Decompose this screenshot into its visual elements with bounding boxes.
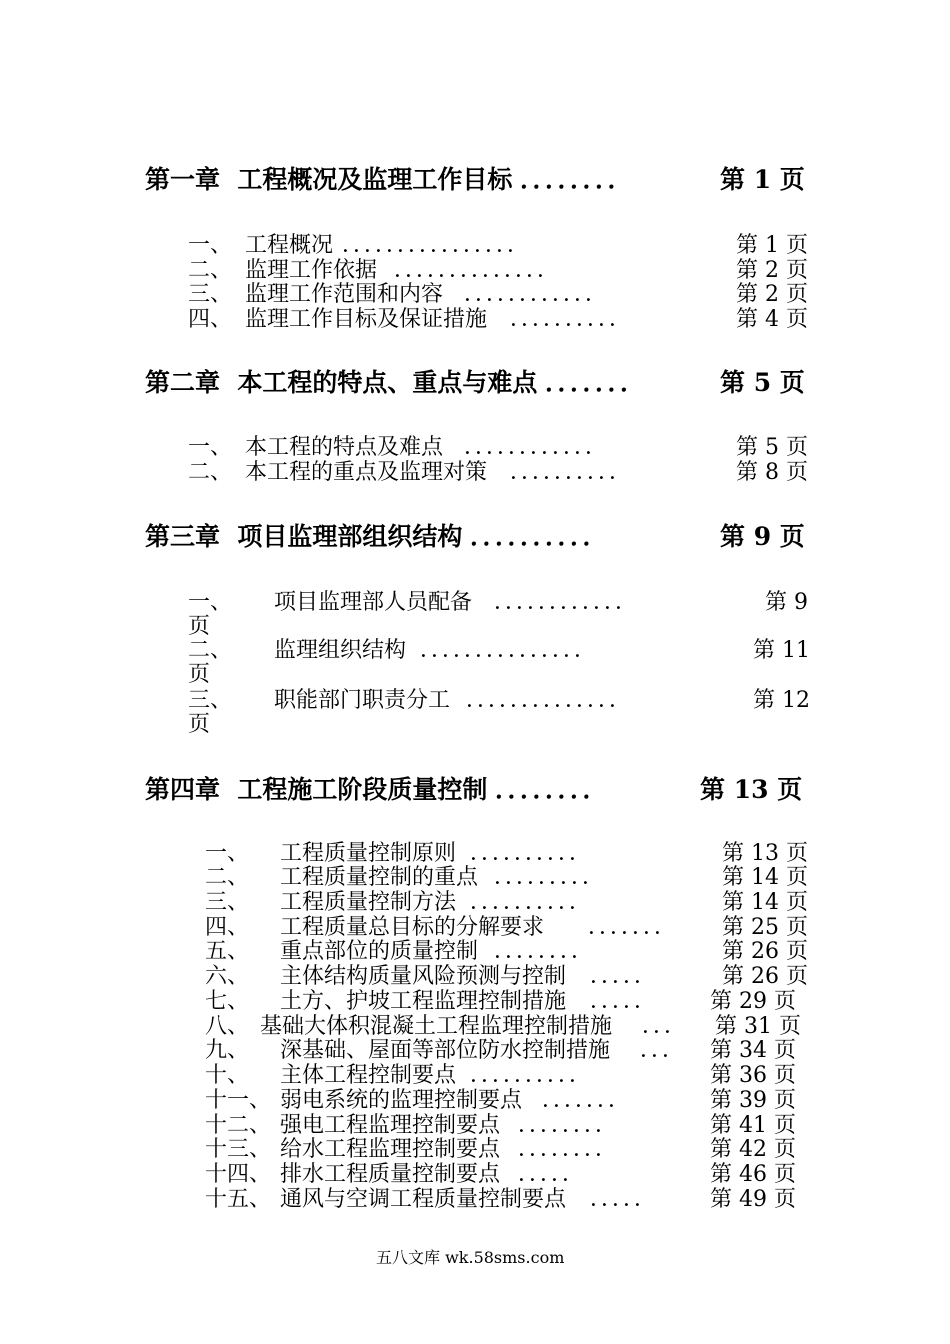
toc-leader: ．．．．．．． bbox=[542, 1088, 631, 1113]
toc-num: 十、 bbox=[205, 1063, 250, 1088]
toc-page: 第 25 页 bbox=[722, 915, 808, 940]
toc-text: 深基础、屋面等部位防水控制措施 bbox=[280, 1038, 611, 1063]
chapter-2-title: 第二章 本工程的特点、重点与难点 bbox=[145, 368, 538, 397]
toc-page: 第 42 页 bbox=[710, 1137, 796, 1162]
toc-num: 八、 bbox=[205, 1014, 250, 1039]
chapter-2-page: 第 5 页 bbox=[720, 368, 805, 397]
toc-num: 一、 bbox=[205, 841, 250, 866]
toc-text: 工程概况 bbox=[245, 233, 334, 258]
toc-text: 基础大体积混凝土工程监理控制措施 bbox=[260, 1014, 613, 1039]
toc-leader: ．．．．．．．．．．．．．． bbox=[394, 258, 560, 283]
toc-page: 第 46 页 bbox=[710, 1162, 796, 1187]
toc-num: 九、 bbox=[205, 1038, 250, 1063]
toc-num: 十二、 bbox=[205, 1113, 272, 1138]
toc-num: 六、 bbox=[205, 964, 250, 989]
toc-page: 第 8 页 bbox=[736, 460, 808, 485]
toc-page: 第 36 页 bbox=[710, 1063, 796, 1088]
toc-text: 本工程的重点及监理对策 bbox=[245, 460, 488, 485]
chapter-1-title: 第一章 工程概况及监理工作目标 bbox=[145, 165, 513, 194]
toc-leader: ．．．．． bbox=[590, 989, 657, 1014]
toc-text: 工程质量控制原则 bbox=[280, 841, 457, 866]
toc-page: 第 31 页 bbox=[715, 1014, 801, 1039]
toc-text: 职能部门职责分工 bbox=[274, 688, 451, 713]
toc-num: 十四、 bbox=[205, 1162, 272, 1187]
toc-num: 十三、 bbox=[205, 1137, 272, 1162]
toc-text: 强电工程监理控制要点 bbox=[280, 1113, 501, 1138]
chapter-3-leader: ．．．．．．．．．． bbox=[470, 522, 608, 551]
toc-leader: ．．．．．．．． bbox=[518, 1137, 618, 1162]
toc-leader: ．．． bbox=[640, 1038, 685, 1063]
toc-leader: ．．．．．．．．．．．．．． bbox=[466, 688, 632, 713]
toc-num: 三、 bbox=[188, 282, 233, 307]
toc-page: 第 14 页 bbox=[722, 865, 808, 890]
toc-num: 一、 bbox=[188, 435, 233, 460]
toc-num: 二、 bbox=[188, 638, 233, 663]
toc-page: 第 5 页 bbox=[736, 435, 808, 460]
chapter-4-leader: ．．．．．．．． bbox=[495, 775, 608, 804]
toc-num: 七、 bbox=[205, 989, 250, 1014]
toc-text: 工程质量总目标的分解要求 bbox=[280, 915, 545, 940]
footer-watermark: 五八文库 wk.58sms.com bbox=[376, 1248, 565, 1267]
toc-leader: ．．．．．．．． bbox=[518, 1113, 618, 1138]
toc-num: 二、 bbox=[188, 258, 233, 283]
toc-page: 第 34 页 bbox=[710, 1038, 796, 1063]
toc-leader: ．．．．．．．．． bbox=[494, 865, 605, 890]
toc-page: 第 13 页 bbox=[722, 841, 808, 866]
toc-text: 项目监理部人员配备 bbox=[274, 590, 473, 615]
toc-num: 一、 bbox=[188, 590, 233, 615]
toc-page: 第 39 页 bbox=[710, 1088, 796, 1113]
toc-leader: ．．．．．．．．．． bbox=[510, 307, 632, 332]
toc-text: 监理工作依据 bbox=[245, 258, 378, 283]
toc-text: 重点部位的质量控制 bbox=[280, 939, 479, 964]
toc-text: 本工程的特点及难点 bbox=[245, 435, 444, 460]
toc-page: 第 41 页 bbox=[710, 1113, 796, 1138]
toc-text: 工程质量控制方法 bbox=[280, 890, 457, 915]
toc-num: 三、 bbox=[205, 890, 250, 915]
toc-page: 第 2 页 bbox=[736, 282, 808, 307]
toc-page: 第 29 页 bbox=[710, 989, 796, 1014]
toc-num: 十五、 bbox=[205, 1187, 272, 1212]
toc-leader: ．．． bbox=[642, 1014, 687, 1039]
toc-page: 第 26 页 bbox=[722, 964, 808, 989]
toc-text: 监理组织结构 bbox=[274, 638, 407, 663]
toc-leader: ．．．．．．．．．．．． bbox=[464, 282, 608, 307]
toc-leader: ．．．．．．．．．． bbox=[470, 841, 592, 866]
toc-page: 第 12 bbox=[753, 688, 810, 713]
chapter-3-title: 第三章 项目监理部组织结构 bbox=[145, 522, 463, 551]
toc-num: 一、 bbox=[188, 233, 233, 258]
chapter-1-page: 第 1 页 bbox=[720, 165, 805, 194]
toc-page: 第 9 bbox=[765, 590, 808, 615]
toc-num: 二、 bbox=[205, 865, 250, 890]
toc-page: 第 1 页 bbox=[736, 233, 808, 258]
toc-page: 第 49 页 bbox=[710, 1187, 796, 1212]
toc-leader: ．．．．．．．． bbox=[494, 939, 594, 964]
toc-page: 第 4 页 bbox=[736, 307, 808, 332]
toc-page: 第 11 bbox=[753, 638, 810, 663]
chapter-2-leader: ．．．．．．． bbox=[545, 368, 646, 397]
toc-text: 通风与空调工程质量控制要点 bbox=[280, 1187, 567, 1212]
toc-text: 主体结构质量风险预测与控制 bbox=[280, 964, 567, 989]
toc-page: 第 14 页 bbox=[722, 890, 808, 915]
toc-leader: ．．．．．．．．．．．．．．．． bbox=[342, 233, 530, 258]
toc-page: 第 2 页 bbox=[736, 258, 808, 283]
toc-text: 工程质量控制的重点 bbox=[280, 865, 479, 890]
toc-text: 监理工作目标及保证措施 bbox=[245, 307, 488, 332]
toc-text: 主体工程控制要点 bbox=[280, 1063, 457, 1088]
toc-leader: ．．．．．．．．．．．． bbox=[464, 435, 608, 460]
chapter-3-page: 第 9 页 bbox=[720, 522, 805, 551]
chapter-4-page: 第 13 页 bbox=[700, 775, 803, 804]
toc-page-wrap: 页 bbox=[188, 712, 211, 737]
toc-leader: ．．．．．．．．．． bbox=[510, 460, 632, 485]
toc-num: 四、 bbox=[188, 307, 233, 332]
toc-page-wrap: 页 bbox=[188, 614, 211, 639]
toc-leader: ．．．．．．．．．．．．．．． bbox=[420, 638, 597, 663]
toc-num: 五、 bbox=[205, 939, 250, 964]
toc-num: 四、 bbox=[205, 915, 250, 940]
toc-leader: ．．．．． bbox=[590, 964, 657, 989]
toc-leader: ．．．．．．．．．．．． bbox=[494, 590, 638, 615]
toc-leader: ．．．．．．． bbox=[588, 915, 677, 940]
toc-leader: ．．．．． bbox=[518, 1162, 585, 1187]
toc-text: 弱电系统的监理控制要点 bbox=[280, 1088, 523, 1113]
chapter-1-leader: ．．．．．．．． bbox=[520, 165, 633, 194]
toc-num: 二、 bbox=[188, 460, 233, 485]
toc-text: 土方、护坡工程监理控制措施 bbox=[280, 989, 567, 1014]
toc-page-wrap: 页 bbox=[188, 662, 211, 687]
toc-leader: ．．．．． bbox=[590, 1187, 657, 1212]
toc-text: 排水工程质量控制要点 bbox=[280, 1162, 501, 1187]
chapter-4-title: 第四章 工程施工阶段质量控制 bbox=[145, 775, 488, 804]
toc-num: 三、 bbox=[188, 688, 233, 713]
toc-leader: ．．．．．．．．．． bbox=[470, 890, 592, 915]
toc-text: 监理工作范围和内容 bbox=[245, 282, 444, 307]
toc-leader: ．．．．．．．．．． bbox=[470, 1063, 592, 1088]
toc-page: 第 26 页 bbox=[722, 939, 808, 964]
toc-num: 十一、 bbox=[205, 1088, 272, 1113]
toc-text: 给水工程监理控制要点 bbox=[280, 1137, 501, 1162]
